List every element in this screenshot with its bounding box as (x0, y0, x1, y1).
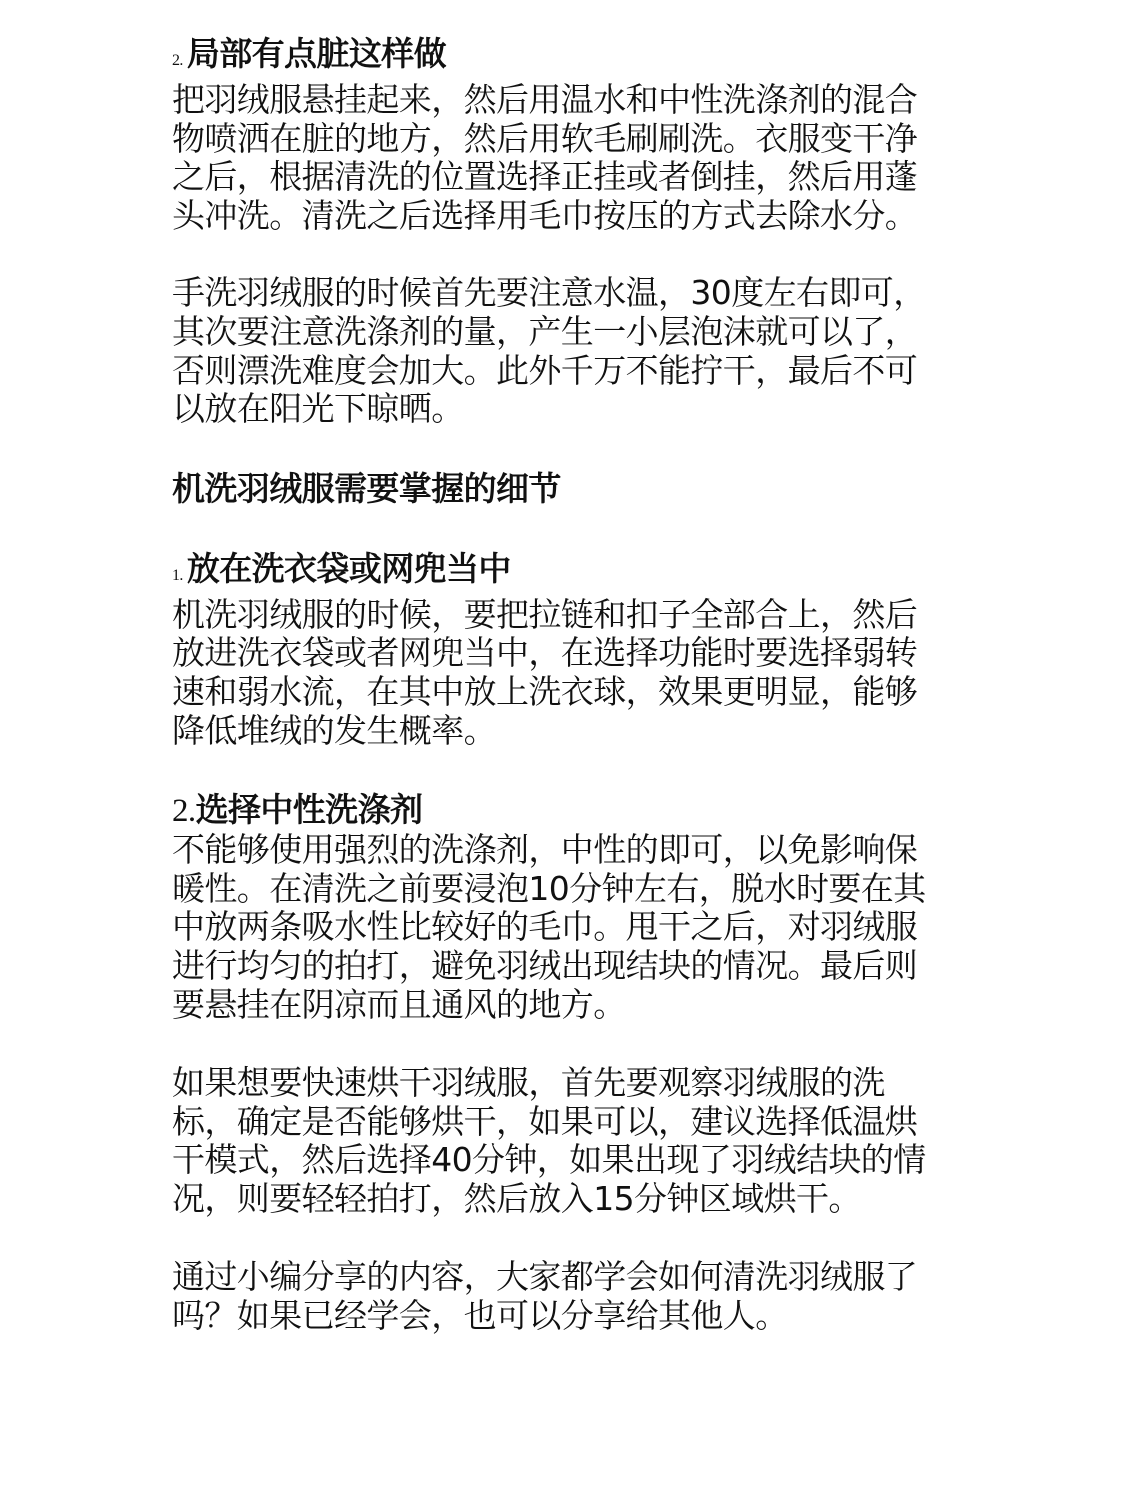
spacer (172, 235, 962, 274)
item-number: 2. (172, 793, 196, 830)
paragraph-closing (172, 1258, 962, 1335)
text-line: 降低堆绒的发生概率。 (172, 710, 497, 750)
spacer (172, 1218, 962, 1258)
item-heading-laundry-bag (172, 549, 962, 596)
text-line: 吗？如果已经学会，也可以分享给其他人。 (172, 1296, 788, 1336)
text-line: 标，确定是否能够烘干，如果可以，建议选择低温烘 (172, 1101, 918, 1141)
text-line: 暖性。在清洗之前要浸泡10分钟左右，脱水时要在其 (172, 868, 926, 908)
text-line: 把羽绒服悬挂起来，然后用温水和中性洗涤剂的混合 (172, 80, 918, 119)
text-line: 中放两条吸水性比较好的毛巾。甩干之后，对羽绒服 (172, 907, 918, 947)
item-heading-neutral-detergent (172, 790, 962, 831)
text-line: 头冲洗。清洗之后选择用毛巾按压的方式去除水分。 (172, 195, 918, 235)
paragraph-neutral-detergent (172, 831, 962, 1024)
text-line: 机洗羽绒服的时候，要把拉链和扣子全部合上，然后 (172, 594, 918, 634)
text-line: 速和弱水流，在其中放上洗衣球，效果更明显，能够 (172, 671, 918, 711)
paragraph-handwash-tips (172, 274, 962, 428)
text-line: 不能够使用强烈的洗涤剂，中性的即可，以免影响保 (172, 830, 918, 870)
paragraph-drying-tips (172, 1064, 962, 1218)
text-line: 之后，根据清洗的位置选择正挂或者倒挂，然后用蓬 (172, 157, 918, 197)
text-line: 进行均匀的拍打，避免羽绒出现结块的情况。最后则 (172, 945, 918, 985)
section-heading-local-dirty (172, 34, 962, 81)
text-line: 其次要注意洗涤剂的量，产生一小层泡沫就可以了， (172, 311, 918, 351)
machine-wash-heading: 机洗羽绒服需要掌握的细节 (172, 468, 561, 508)
text-line: 况，则要轻轻拍打，然后放入15分钟区域烘干。 (172, 1178, 861, 1218)
text-line: 以放在阳光下晾晒。 (172, 389, 464, 429)
paragraph-laundry-bag (172, 596, 962, 750)
paragraph-local-dirty (172, 81, 962, 235)
section-title: 局部有点脏这样做 (186, 34, 447, 73)
spacer (172, 429, 962, 469)
text-line: 手洗羽绒服的时候首先要注意水温，30度左右即可， (172, 273, 926, 313)
text-line: 否则漂洗难度会加大。此外千万不能拧干，最后不可 (172, 350, 918, 390)
item-title: 放在洗衣袋或网兜当中 (186, 548, 511, 588)
section-number: 2. (172, 52, 183, 69)
text-line: 干模式，然后选择40分钟，如果出现了羽绒结块的情 (172, 1140, 926, 1180)
spacer (172, 750, 962, 790)
text-line: 物喷洒在脏的地方，然后用软毛刷刷洗。衣服变干净 (172, 118, 918, 158)
text-line: 要悬挂在阴凉而且通风的地方。 (172, 984, 626, 1024)
item-title: 选择中性洗涤剂 (195, 790, 423, 830)
text-line: 通过小编分享的内容，大家都学会如何清洗羽绒服了 (172, 1257, 918, 1297)
spacer (172, 509, 962, 549)
spacer (172, 1024, 962, 1064)
article (172, 34, 962, 1336)
item-number: 1. (172, 566, 183, 584)
text-line: 如果想要快速烘干羽绒服，首先要观察羽绒服的洗 (172, 1063, 885, 1103)
text-line: 放进洗衣袋或者网兜当中，在选择功能时要选择弱转 (172, 633, 918, 673)
